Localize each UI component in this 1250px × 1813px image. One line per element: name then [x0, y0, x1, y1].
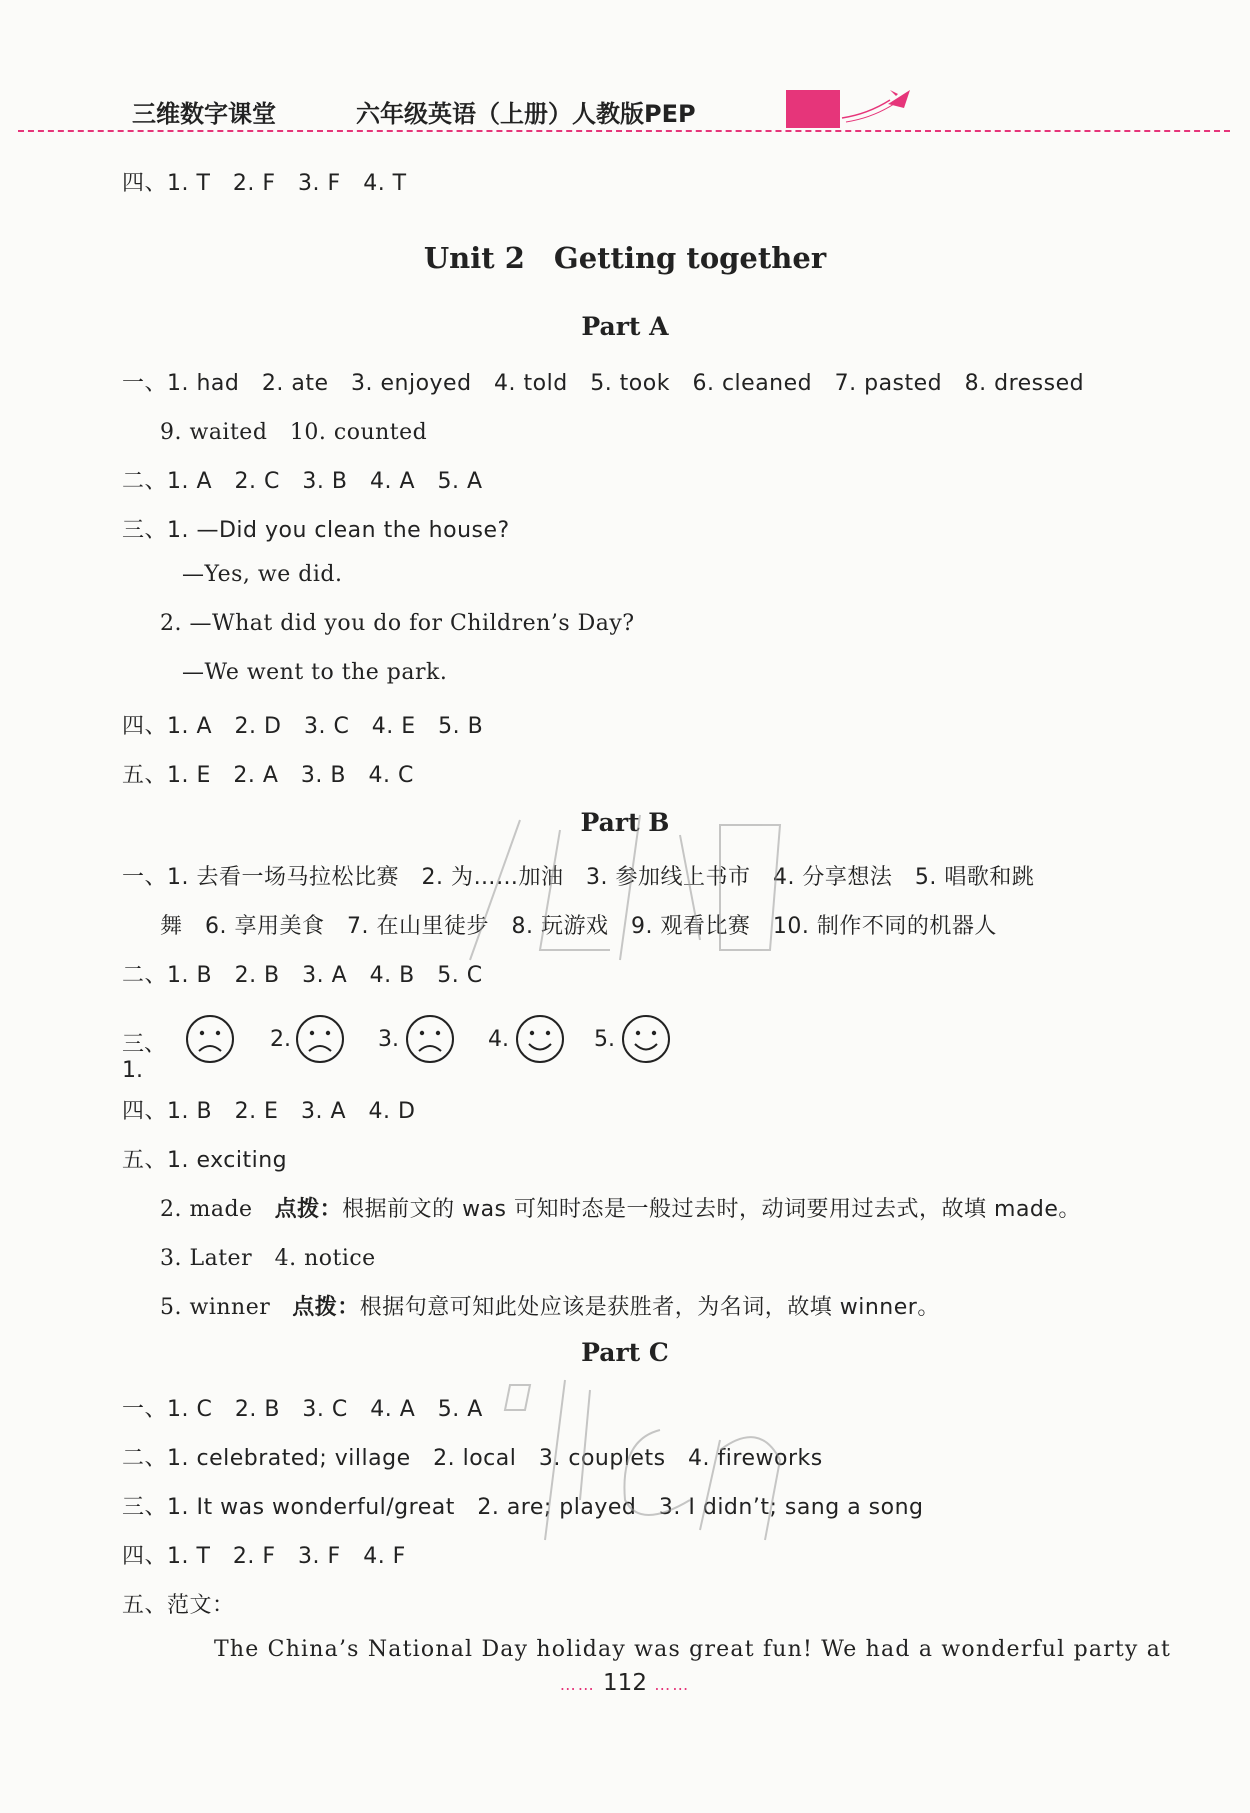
header-badge [786, 90, 840, 128]
essay-line-1: The China’s National Day holiday was great fun! We had a wonderful party at [214, 1637, 1172, 1662]
book-title: 六年级英语（上册）人教版PEP [356, 100, 696, 128]
happy-face-icon [514, 1013, 566, 1065]
part-c-q1: 一、1. C 2. B 3. C 4. A 5. A [122, 1397, 483, 1422]
part-a-q3-1b: —Yes, we did. [182, 562, 343, 587]
page-dots-left: …… [559, 1675, 596, 1694]
happy-face-icon [620, 1013, 672, 1065]
face-num-2: 2. [270, 1027, 291, 1052]
unit-title: Unit 2 Getting together [423, 241, 827, 275]
tip-text: 根据前文的 was 可知时态是一般过去时，动词要用过去式，故填 made。 [342, 1197, 1081, 1222]
rocket-icon [838, 84, 918, 128]
part-a-q3-2a: 2. —What did you do for Children’s Day? [160, 611, 635, 636]
part-c-q2: 二、1. celebrated; village 2. local 3. couplets 4. fireworks [122, 1446, 823, 1471]
part-b-q5-5-answer: 5. winner [160, 1295, 271, 1320]
part-a-q3-2b: —We went to the park. [182, 660, 448, 685]
part-a-q4: 四、1. A 2. D 3. C 4. E 5. B [122, 714, 484, 739]
page-header [0, 80, 1250, 140]
part-b-q4: 四、1. B 2. E 3. A 4. D [122, 1099, 416, 1124]
face-item-4 [514, 1013, 566, 1065]
part-b-title: Part B [580, 808, 670, 837]
part-b-q5-3: 3. Later 4. notice [160, 1246, 376, 1271]
part-c-title: Part C [581, 1338, 669, 1367]
part-c-q5-label: 五、范文： [122, 1593, 235, 1618]
sad-face-icon [184, 1013, 236, 1065]
face-num-5: 5. [594, 1027, 615, 1052]
part-b-q1-line2: 舞 6. 享用美食 7. 在山里徒步 8. 玩游戏 9. 观看比赛 10. 制作不同的机器人 [160, 914, 997, 939]
part-a-q1-line2: 9. waited 10. counted [160, 420, 428, 445]
part-b-q5-5 [160, 1290, 940, 1321]
sad-face-icon [404, 1013, 456, 1065]
prev-section-q4: 四、1. T 2. F 3. F 4. T [122, 171, 407, 196]
face-item-2 [294, 1013, 346, 1065]
part-b-q1-line1: 一、1. 去看一场马拉松比赛 2. 为……加油 3. 参加线上书市 4. 分享想法 5. 唱歌和跳 [122, 865, 1035, 890]
brand-title: 三维数字课堂 [132, 100, 276, 128]
page-number [0, 1670, 1250, 1696]
face-item-5 [620, 1013, 672, 1065]
part-a-q2: 二、1. A 2. C 3. B 4. A 5. A [122, 469, 483, 494]
part-c-q4: 四、1. T 2. F 3. F 4. F [122, 1544, 406, 1569]
part-a-q3-1a: 三、1. —Did you clean the house? [122, 518, 510, 543]
part-b-q5-1: 五、1. exciting [122, 1148, 288, 1173]
part-c-q3: 三、1. It was wonderful/great 2. are; played 3. I didn’t; sang a song [122, 1495, 924, 1520]
tip-text: 根据句意可知此处应该是获胜者，为名词，故填 winner。 [359, 1295, 940, 1320]
part-b-q3-prefix: 三、1. [122, 1032, 167, 1083]
part-b-q5-2 [160, 1192, 1081, 1223]
face-num-4: 4. [488, 1027, 509, 1052]
face-item-1 [184, 1013, 236, 1065]
page-number-value: 112 [603, 1670, 647, 1696]
tip-label: 点拨： [274, 1197, 343, 1222]
part-a-q1-line1: 一、1. had 2. ate 3. enjoyed 4. told 5. took 6. cleaned 7. pasted 8. dressed [122, 371, 1085, 396]
part-a-title: Part A [581, 312, 669, 341]
part-a-q5: 五、1. E 2. A 3. B 4. C [122, 763, 414, 788]
page-dots-right: …… [654, 1675, 691, 1694]
face-num-3: 3. [378, 1027, 399, 1052]
part-b-q5-2-answer: 2. made [160, 1197, 253, 1222]
tip-label: 点拨： [292, 1295, 360, 1320]
sad-face-icon [294, 1013, 346, 1065]
header-divider [18, 130, 1230, 132]
face-item-3 [404, 1013, 456, 1065]
part-b-q2: 二、1. B 2. B 3. A 4. B 5. C [122, 963, 483, 988]
